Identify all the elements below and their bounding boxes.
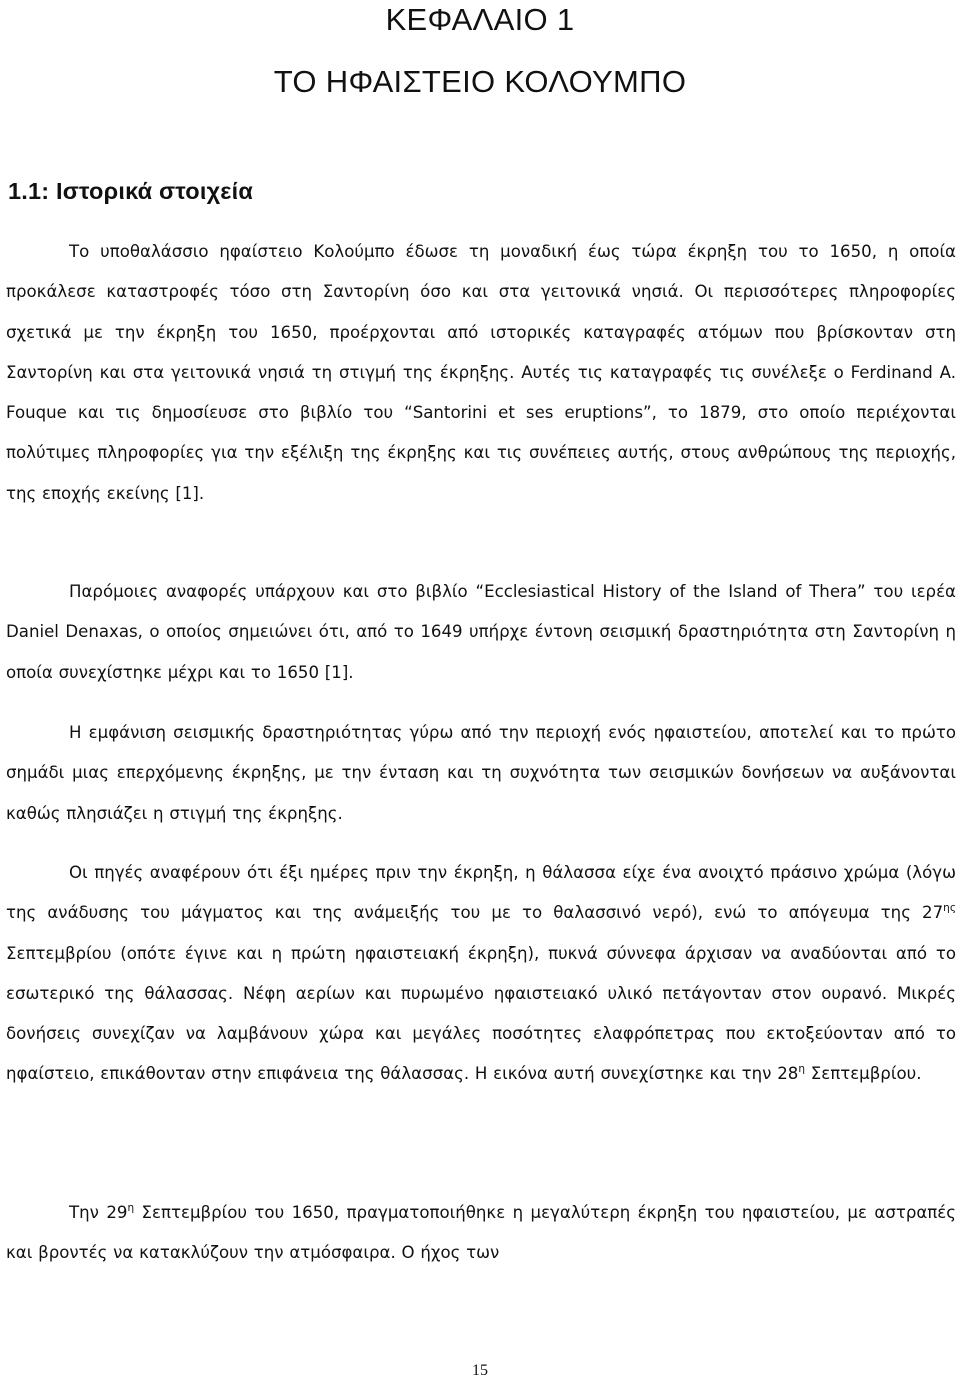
paragraph-5-text-part-1: Την 29	[69, 1203, 128, 1222]
paragraph-4-text-part-3: Σεπτεμβρίου.	[804, 1064, 922, 1084]
chapter-label: ΚΕΦΑΛΑΙΟ 1	[385, 2, 575, 37]
paragraph-2: Παρόμοιες αναφορές υπάρχουν και στο βιβλίο “Ecclesiastical History of the Island of Thera” του ιερέα Daniel Denaxas, ο οποίος σημειώνει ότι, από το 1649 υπήρχε έντονη σεισμική δραστηριότητα στη Σαντορίνη η οποία συνεχίστηκε μέχρι και το 1650 [1].	[6, 582, 956, 682]
ordinal-superscript: η	[798, 1063, 805, 1076]
section-heading: 1.1: Ιστορικά στοιχεία	[8, 178, 254, 204]
paragraph-4-text-part-1: Οι πηγές αναφέρουν ότι έξι ημέρες πριν την έκρηξη, η θάλασσα είχε ένα ανοιχτό πράσινο χρώμα (λόγω της ανάδυσης του μάγματος και της ανάμειξής του με το θαλασσινό νερό), ενώ το απόγευμα της 27	[6, 863, 956, 923]
paragraph-5	[6, 1193, 956, 1274]
paragraph-4	[6, 853, 956, 1095]
chapter-title: ΤΟ ΗΦΑΙΣΤΕΙΟ ΚΟΛΟΥΜΠΟ	[273, 64, 687, 99]
paragraph-3: Η εμφάνιση σεισμικής δραστηριότητας γύρω από την περιοχή ενός ηφαιστείου, αποτελεί και το πρώτο σημάδι μιας επερχόμενης έκρηξης, με την ένταση και τη συχνότητα των σεισμικών δονήσεων να αυξάνονται καθώς πλησιάζει η στιγμή της έκρηξης.	[6, 723, 956, 823]
paragraph-5-text-part-2: Σεπτεμβρίου του 1650, πραγματοποιήθηκε η μεγαλύτερη έκρηξη του ηφαιστείου, με αστραπές και βροντές να κατακλύζουν την ατμόσφαιρα. Ο ήχος των	[6, 1203, 956, 1263]
paragraph-1: Το υποθαλάσσιο ηφαίστειο Κολούμπο έδωσε τη μοναδική έως τώρα έκρηξη του το 1650, η οποία προκάλεσε καταστροφές τόσο στη Σαντορίνη όσο και στα γειτονικά νησιά. Οι περισσότερες πληροφορίες σχετικά με την έκρηξη του 1650, προέρχονται από ιστορικές καταγραφές ατόμων που βρίσκονταν στη Σαντορίνη και στα γειτονικά νησιά τη στιγμή της έκρηξης. Αυτές τις καταγραφές τις συνέλεξε ο Ferdinand A. Fouque και τις δημοσίευσε στο βιβλίο του “Santorini et ses eruptions”, το 1879, στο οποίο περιέχονται πολύτιμες πληροφορίες για την εξέλιξη της έκρηξης και τις συνέπειες αυτής, στους ανθρώπους της περιοχής, της εποχής εκείνης [1].	[6, 242, 956, 503]
page-number: 15	[472, 1362, 488, 1379]
ordinal-superscript: η	[127, 1202, 135, 1214]
ordinal-superscript: ης	[943, 902, 956, 915]
paragraph-4-text-part-2: Σεπτεμβρίου (οπότε έγινε και η πρώτη ηφαιστειακή έκρηξη), πυκνά σύννεφα άρχισαν να αναδύονται από το εσωτερικό της θάλασσας. Νέφη αερίων και πυρωμένο ηφαιστειακό υλικό πετάγονταν στον ουρανό. Μικρές δονήσεις συνεχίζαν να λαμβάνουν χώρα και μεγάλες ποσότητες ελαφρόπετρας που εκτοξεύονταν από το ηφαίστειο, επικάθονταν στην επιφάνεια της θάλασσας. Η εικόνα αυτή συνεχίστηκε και την 28	[6, 943, 956, 1084]
